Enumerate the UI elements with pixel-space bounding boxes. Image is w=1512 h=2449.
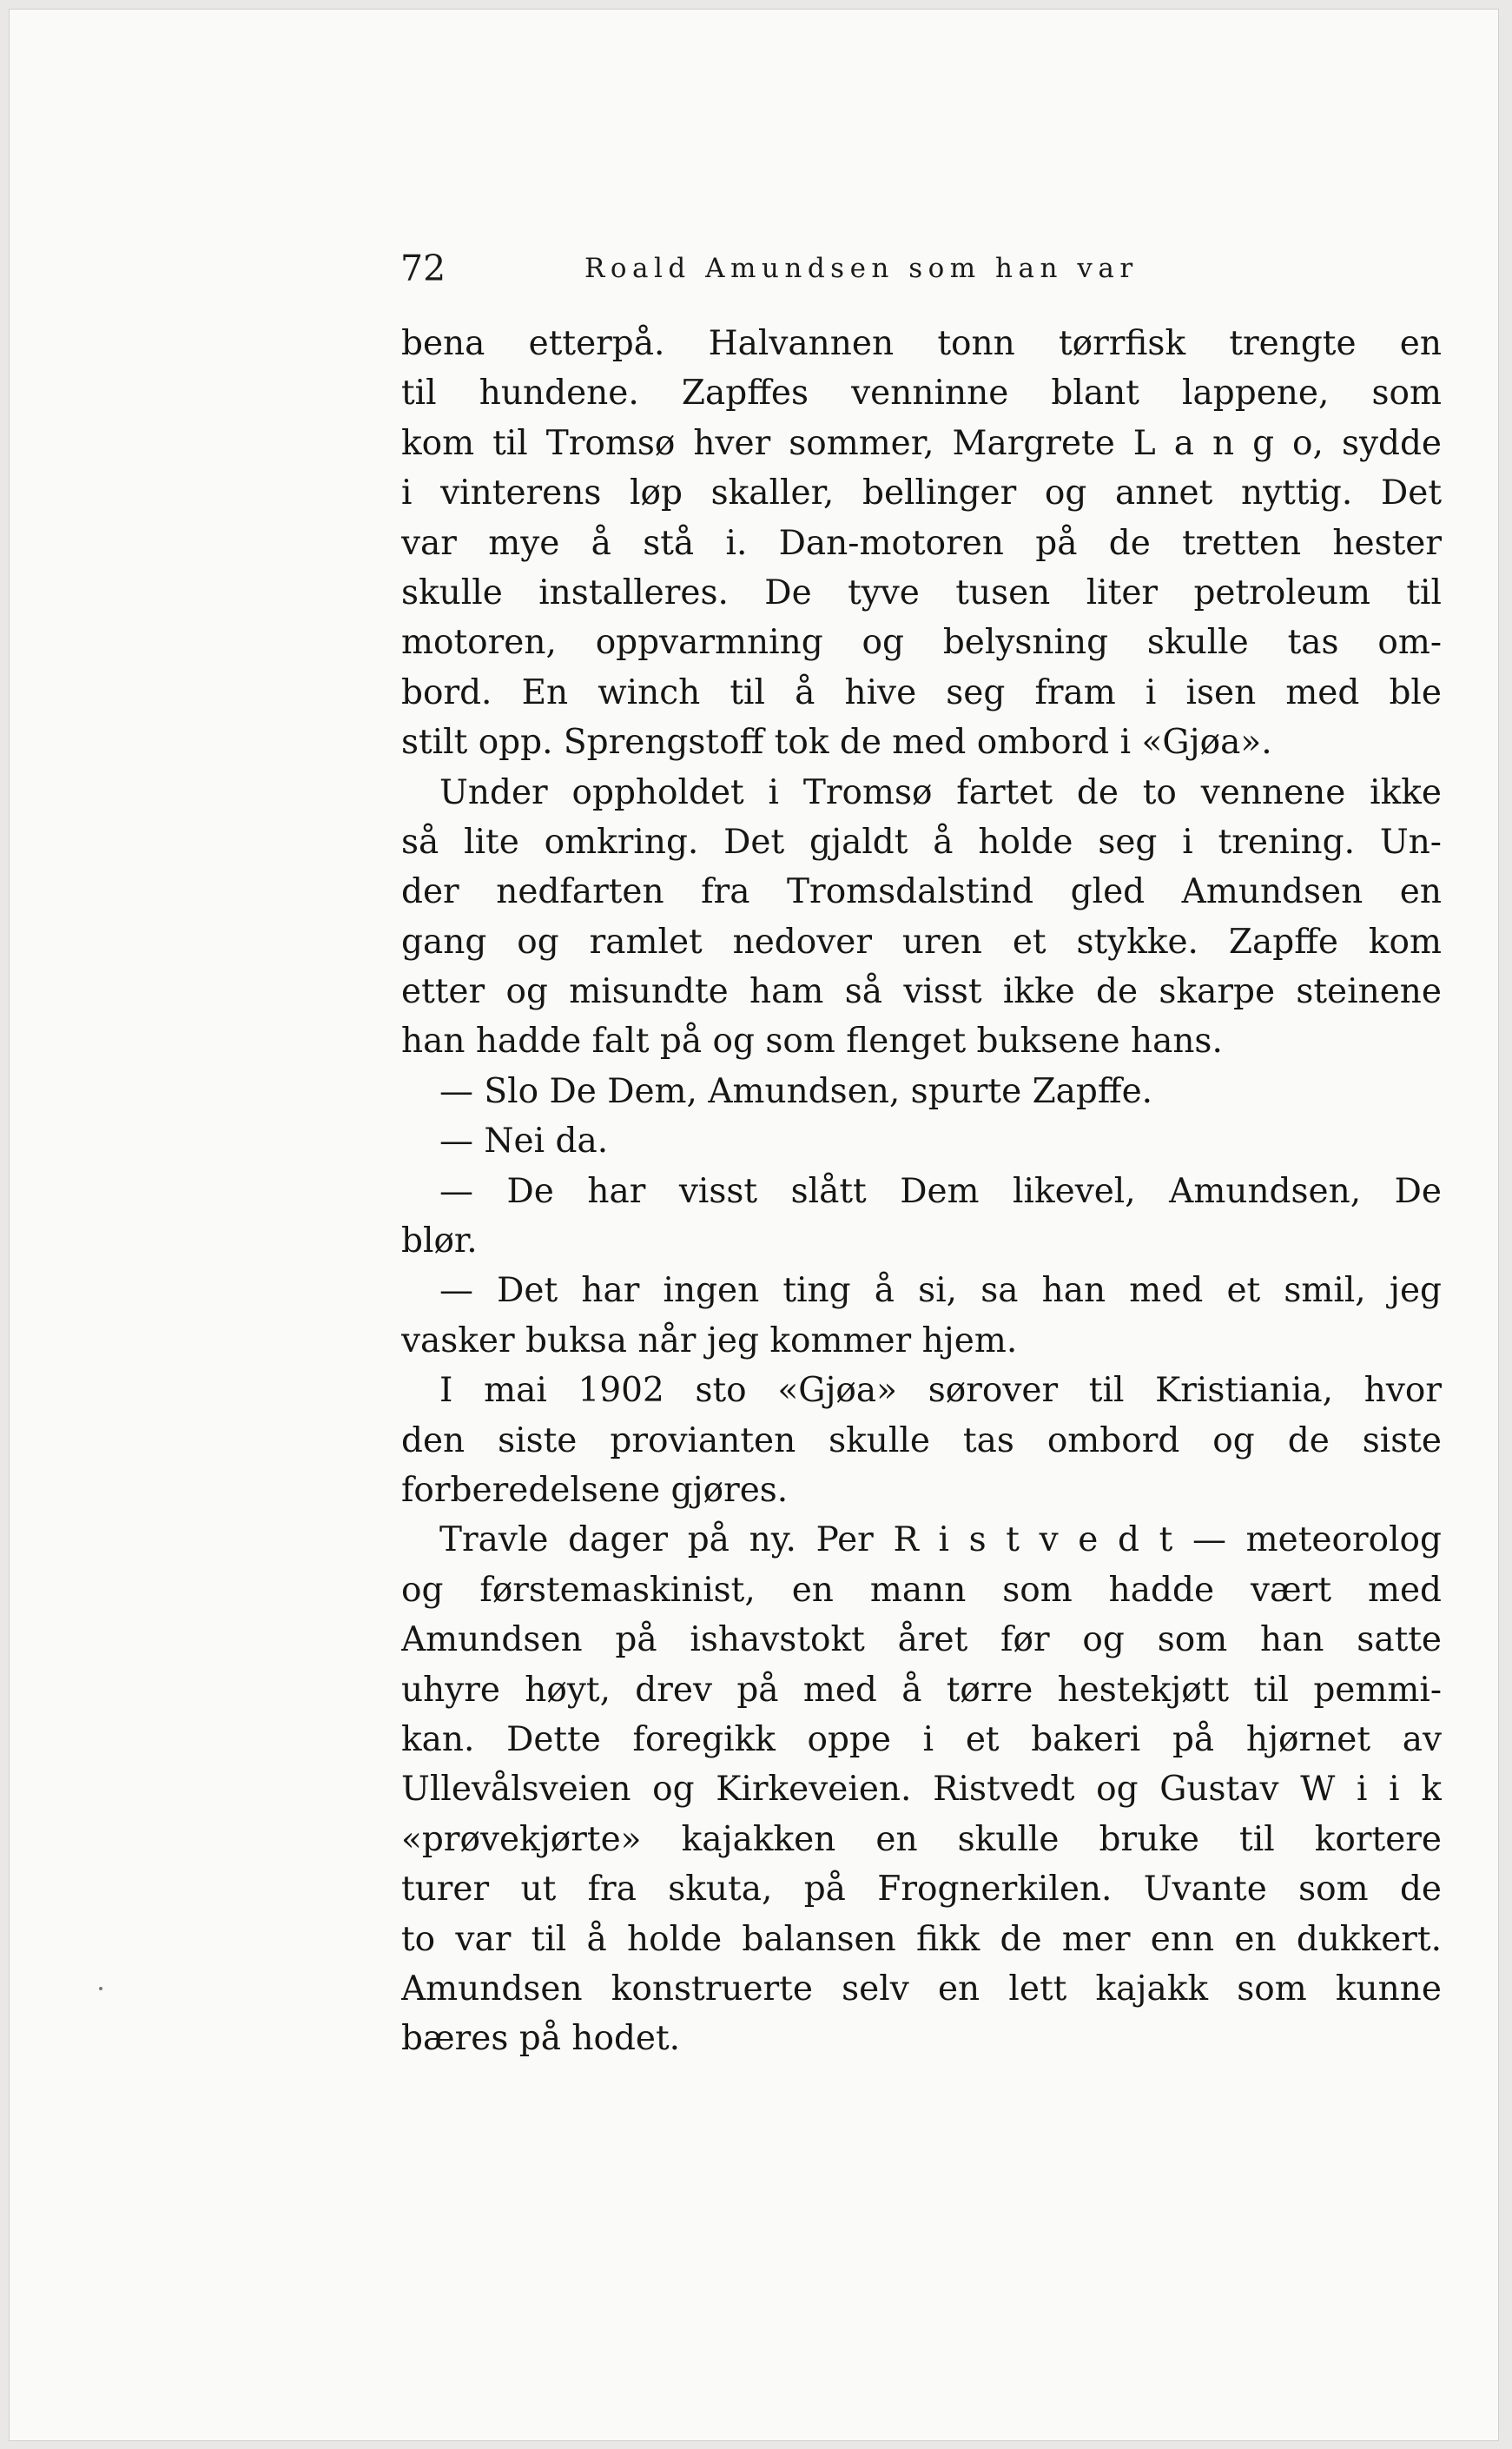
- text-line: var mye å stå i. Dan-motoren på de tretten hester: [401, 523, 1442, 563]
- text-line: og førstemaskinist, en mann som hadde vært med: [401, 1570, 1442, 1610]
- text-line: den siste provianten skulle tas ombord og de siste: [401, 1420, 1442, 1460]
- text-line: bena etterpå. Halvannen tonn tørrfisk trengte en: [401, 324, 1442, 363]
- text-line: bord. En winch til å hive seg fram i isen med ble: [401, 672, 1442, 712]
- text-line: — Nei da.: [439, 1122, 609, 1162]
- text-line: stilt opp. Sprengstoff tok de med ombord i «Gjøa».: [401, 723, 1272, 763]
- page-header: [400, 242, 1278, 295]
- text-line: turer ut fra skuta, på Frognerkilen. Uvante som de: [401, 1870, 1442, 1910]
- text-line: Under oppholdet i Tromsø fartet de to vennene ikke: [439, 772, 1442, 812]
- text-line: — De har visst slått Dem likevel, Amundsen, De: [439, 1171, 1442, 1211]
- running-title: Roald Amundsen som han var: [584, 253, 1139, 284]
- text-line: forberedelsene gjøres.: [401, 1470, 789, 1510]
- text-line: bæres på hodet.: [401, 2019, 681, 2059]
- page-number: 72: [400, 248, 446, 289]
- text-line: «prøvekjørte» kajakken en skulle bruke til kortere: [401, 1819, 1442, 1859]
- text-line: — Det har ingen ting å si, sa han med et smil, jeg: [439, 1271, 1442, 1311]
- text-line: Travle dager på ny. Per R i s t v e d t — meteorolog: [439, 1520, 1442, 1560]
- text-line: der nedfarten fra Tromsdalstind gled Amundsen en: [401, 872, 1442, 912]
- text-line: blør.: [401, 1221, 478, 1261]
- text-line: uhyre høyt, drev på med å tørre hestekjøtt til pemmi-: [401, 1670, 1442, 1710]
- text-line: I mai 1902 sto «Gjøa» sørover til Kristiania, hvor: [439, 1371, 1442, 1411]
- text-line: Ullevålsveien og Kirkeveien. Ristvedt og Gustav W i i k: [401, 1770, 1442, 1810]
- text-line: etter og misundte ham så visst ikke de skarpe steinene: [401, 972, 1442, 1012]
- text-line: to var til å holde balansen fikk de mer enn en dukkert.: [401, 1919, 1442, 1959]
- scan-speck: [99, 1987, 102, 1990]
- text-line: motoren, oppvarmning og belysning skulle tas om-: [401, 623, 1442, 663]
- text-line: i vinterens løp skaller, bellinger og annet nyttig. Det: [401, 473, 1442, 513]
- text-line: skulle installeres. De tyve tusen liter petroleum til: [401, 573, 1442, 612]
- text-line: han hadde falt på og som flenget buksene hans.: [401, 1022, 1223, 1062]
- body-text: [401, 319, 1442, 2064]
- text-line: Amundsen konstruerte selv en lett kajakk som kunne: [401, 1969, 1442, 2009]
- text-line: — Slo De Dem, Amundsen, spurte Zapffe.: [439, 1071, 1153, 1111]
- text-line: Amundsen på ishavstokt året før og som han satte: [401, 1620, 1442, 1660]
- text-line: vasker buksa når jeg kommer hjem.: [401, 1320, 1018, 1360]
- book-page: [9, 9, 1499, 2441]
- text-line: kan. Dette foregikk oppe i et bakeri på hjørnet av: [401, 1719, 1442, 1759]
- text-line: gang og ramlet nedover uren et stykke. Zapffe kom: [401, 922, 1442, 962]
- text-line: til hundene. Zapffes venninne blant lappene, som: [401, 374, 1442, 414]
- text-line: kom til Tromsø hver sommer, Margrete L a n g o, sydde: [401, 423, 1442, 463]
- text-line: så lite omkring. Det gjaldt å holde seg i trening. Un-: [401, 822, 1442, 862]
